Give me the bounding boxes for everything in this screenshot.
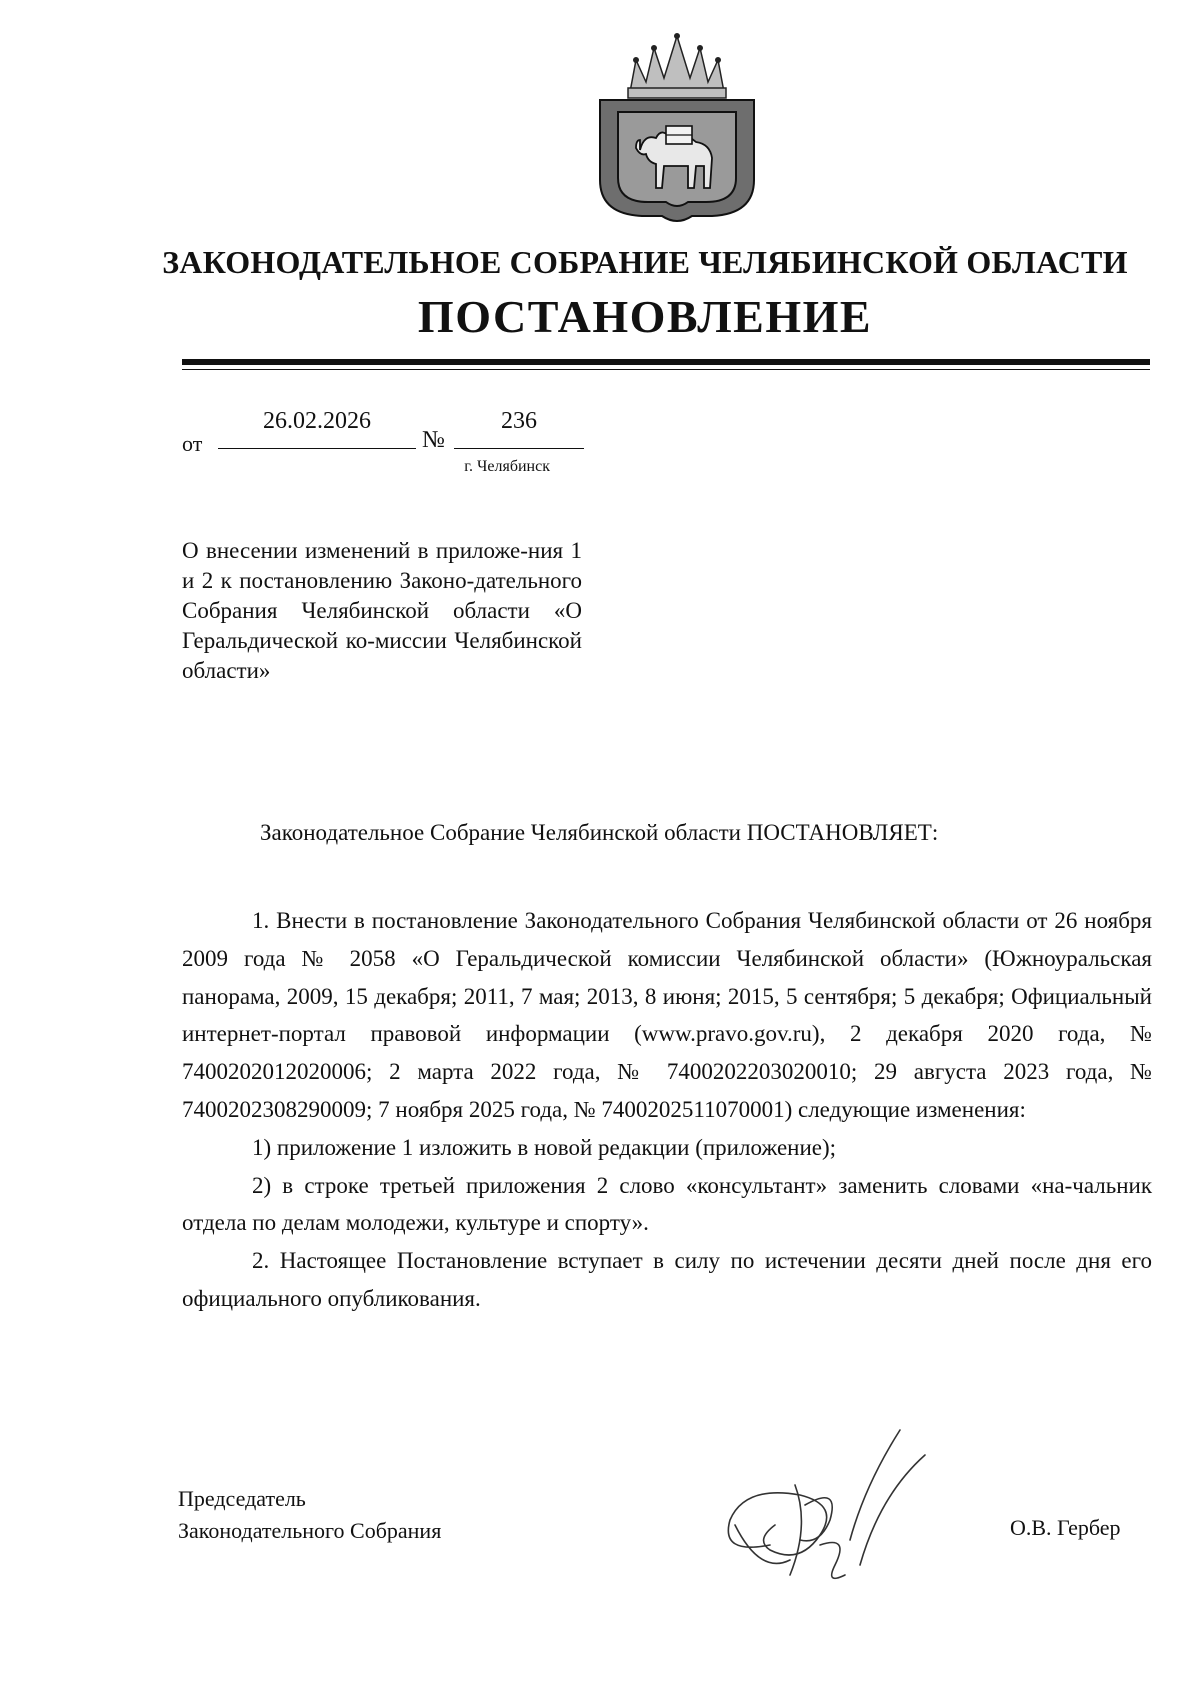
paragraph-item-1: 1. Внести в постановление Законодательного Собрания Челябинской области от 26 ноября 2009 года № 2058 «О Геральдической комиссии Челябинской области» (Южноуральская панорама, 2009, 15 декабря; 2011, 7 мая; 2013, 8 июня; 2015, 5 сентября; 5 декабря; Официальный интернет-портал правовой информации (www.pravo.gov.ru), 2 декабря 2020 года, № 7400202012020006; 2 марта 2022 года, № 7400202203020010; 29 августа 2023 года, № 7400202308290009; 7 ноября 2025 года, № 7400202511070001) следующие изменения: [182,908,1152,1122]
preamble-text: Законодательное Собрание Челябинской области ПОСТАНОВЛЯЕТ: [260,820,939,845]
date-underline [218,448,416,449]
signatory-position-line1: Председатель [178,1486,306,1511]
document-date: 26.02.2026 [263,408,371,434]
number-sign-label: № [422,427,445,453]
document-subject: О внесении изменений в приложе-ния 1 и 2 к постановлению Законо-дательного Собрания Челябинской области «О Геральдической ко-миссии Челябинской области» [182,538,582,683]
paragraph-item-2: 2. Настоящее Постановление вступает в силу по истечении десяти дней после дня его официального опубликования. [182,1248,1152,1311]
coat-of-arms-icon [592,30,762,226]
subitem-2: 2) в строке третьей приложения 2 слово «консультант» заменить словами «на-чальник отдела по делам молодежи, культуре и спорту». [182,1172,1152,1236]
signatory-position-line2: Законодательного Собрания [178,1518,442,1543]
document-type-title: ПОСТАНОВЛЕНИЕ [417,291,873,342]
organization-title: ЗАКОНОДАТЕЛЬНОЕ СОБРАНИЕ ЧЕЛЯБИНСКОЙ ОБЛАСТИ [162,244,1128,280]
handwritten-signature [700,1425,950,1600]
document-city: г. Челябинск [464,458,550,475]
document-body [182,902,1152,1318]
header-rule-thick [182,359,1150,365]
header-rule-thin [182,369,1150,370]
signatory-position [178,1483,441,1547]
date-prefix-label: от [182,431,203,456]
subitem-1: 1) приложение 1 изложить в новой редакции (приложение); [252,1134,837,1160]
number-underline [454,448,584,449]
signatory-name: О.В. Гербер [1010,1515,1121,1540]
document-number: 236 [501,408,537,434]
